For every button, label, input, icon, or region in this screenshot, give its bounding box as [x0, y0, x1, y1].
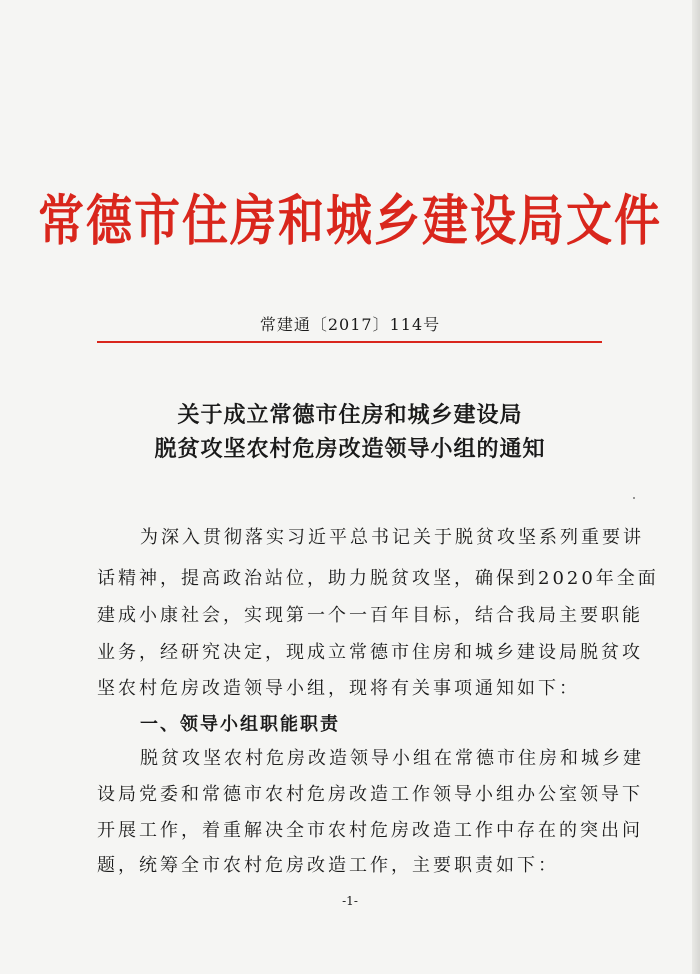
- page-number: -1-: [342, 894, 358, 908]
- paragraph-1-line: 话精神，提高政治站位，助力脱贫攻坚，确保到2020年全面: [97, 568, 659, 589]
- paragraph-2-line: 脱贫攻坚农村危房改造领导小组在常德市住房和城乡建: [140, 748, 644, 769]
- paragraph-2-line: 开展工作，着重解决全市农村危房改造工作中存在的突出问: [97, 820, 643, 841]
- notice-title-line-1: 关于成立常德市住房和城乡建设局: [177, 402, 523, 428]
- document-number: 常建通〔2017〕114号: [259, 315, 441, 334]
- document-header-title: 常德市住房和城乡建设局文件: [38, 188, 662, 253]
- red-divider-line: [97, 341, 602, 343]
- notice-title-line-2: 脱贫攻坚农村危房改造领导小组的通知: [154, 436, 546, 462]
- paragraph-1-line: 为深入贯彻落实习近平总书记关于脱贫攻坚系列重要讲: [140, 527, 644, 548]
- paragraph-1-line: 业务，经研究决定，现成立常德市住房和城乡建设局脱贫攻: [97, 642, 643, 663]
- scan-speck: [633, 497, 635, 499]
- paragraph-2-line: 题，统筹全市农村危房改造工作，主要职责如下：: [97, 855, 559, 876]
- paragraph-1-line: 建成小康社会，实现第一个一百年目标，结合我局主要职能: [97, 605, 643, 626]
- paragraph-2-line: 设局党委和常德市农村危房改造工作领导小组办公室领导下: [97, 784, 643, 805]
- paragraph-1-line: 坚农村危房改造领导小组，现将有关事项通知如下：: [97, 678, 580, 699]
- section-heading-1: 一、领导小组职能职责: [140, 714, 340, 735]
- scan-edge: [692, 0, 700, 974]
